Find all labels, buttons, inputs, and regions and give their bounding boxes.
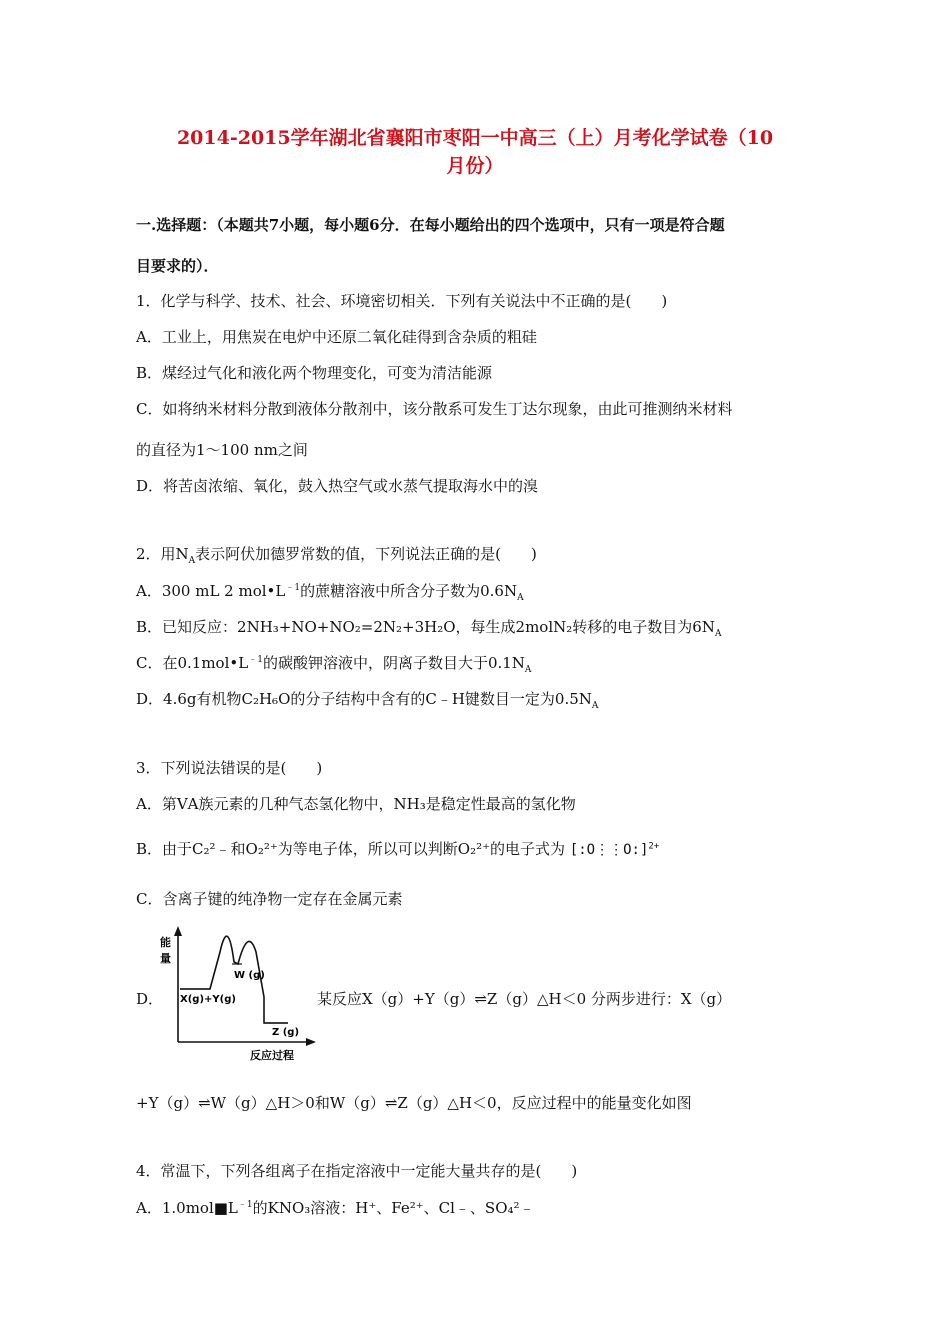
q3-option-d-text: 某反应X（g）+Y（g）⇌Z（g）△H＜0 分两步进行：X（g）: [317, 990, 732, 1008]
q2-stem-pre: 2．用N: [136, 545, 189, 563]
q2-option-c: [136, 652, 826, 673]
energy-diagram-svg: [158, 922, 318, 1062]
q3-option-d-cont: +Y（g）⇌W（g）△H＞0和W（g）⇌Z（g）△H＜0，反应过程中的能量变化如图: [136, 1094, 692, 1112]
q2-stem-post: 表示阿伏加德罗常数的值，下列说法正确的是( ): [195, 545, 537, 563]
q2-c-mid: 的碳酸钾溶液中，阴离子数目大于0.1N: [262, 654, 525, 672]
q2-a-sub: A: [517, 593, 524, 603]
q4-a-rest: 的KNO₃溶液：H⁺、Fe²⁺、Cl﹣、SO₄²﹣: [252, 1199, 535, 1217]
q1-option-c-line1: C．如将纳米材料分散到液体分散剂中，该分散系可发生丁达尔现象，由此可推测纳米材料: [136, 400, 733, 418]
q2-b-sub: A: [714, 629, 722, 639]
y-label-2: 量: [160, 952, 171, 965]
y-label-1: 能: [160, 936, 171, 949]
label-w: W (g): [234, 970, 265, 981]
q2-c-sub: A: [524, 665, 532, 675]
q1-stem: 1．化学与科学、技术、社会、环境密切相关．下列有关说法中不正确的是( ): [136, 292, 668, 310]
q3-stem: 3．下列说法错误的是( ): [136, 759, 323, 777]
q1-option-c-line2: 的直径为1～100 nm之间: [136, 441, 308, 459]
section-heading-line1: 一.选择题：（本题共7小题，每小题6分．在每小题给出的四个选项中，只有一项是符合题: [136, 216, 725, 234]
q1-option-a: A．工业上，用焦炭在电炉中还原二氧化硅得到含杂质的粗硅: [136, 328, 537, 346]
electron-formula: [:O⋮⋮O:]: [569, 842, 649, 858]
q2-d-sub: A: [591, 701, 599, 711]
q2-c-sup: ﹣1: [248, 655, 263, 665]
q1-option-d: D．将苦卤浓缩、氧化，鼓入热空气或水蒸气提取海水中的溴: [136, 477, 539, 495]
energy-diagram: [158, 922, 318, 1062]
label-z: Z (g): [272, 1027, 300, 1038]
x-axis-arrow: [306, 1038, 316, 1046]
q2-b-text: B．已知反应：2NH₃+NO+NO₂=2N₂+3H₂O，每生成2molN₂转移的电子数目为6N: [136, 618, 715, 636]
q2-a-mid: 的蔗糖溶液中所含分子数为0.6N: [300, 582, 518, 600]
q3-option-d-label: D．: [136, 990, 164, 1008]
q4-option-a: [136, 1197, 826, 1218]
q2-a-pre: A．300 mL 2 mol•L: [136, 582, 286, 600]
y-axis-arrow: [174, 926, 182, 936]
q2-option-a: [136, 580, 826, 601]
q2-d-text: D．4.6g有机物C₂H₆O的分子结构中含有的C﹣H键数目一定为0.5N: [136, 690, 592, 708]
q2-stem-sub: A: [188, 556, 196, 566]
x-label: 反应过程: [250, 1049, 294, 1062]
q3-b-text: B．由于C₂²﹣和O₂²⁺为等电子体，所以可以判断O₂²⁺的电子式为: [136, 840, 566, 858]
q2-stem: [136, 543, 826, 564]
q2-option-b: [136, 616, 826, 637]
electron-formula-charge: 2+: [648, 841, 660, 852]
q1-option-b: B．煤经过气化和液化两个物理变化，可变为清洁能源: [136, 364, 493, 382]
q2-option-d: [136, 688, 826, 709]
doc-title-line1: 2014-2015学年湖北省襄阳市枣阳一中高三（上）月考化学试卷（10: [176, 127, 774, 149]
q3-option-a: A．第ⅤA族元素的几种气态氢化物中，NH₃是稳定性最高的氢化物: [136, 795, 576, 813]
q2-a-sup: ﹣1: [285, 583, 301, 593]
section-heading-line2: 目要求的）．: [136, 257, 219, 275]
doc-title-line2: 月份）: [446, 155, 504, 177]
electron-formula-image: [570, 842, 659, 858]
q3-option-c: C．含离子键的纯净物一定存在金属元素: [136, 890, 403, 908]
label-xy: X(g)+Y(g): [180, 994, 236, 1005]
q4-a-text: A．1.0mol■L: [136, 1199, 238, 1217]
q3-option-b: [136, 838, 826, 859]
q2-c-pre: C．在0.1mol•L: [136, 654, 249, 672]
q4-stem: 4．常温下，下列各组离子在指定溶液中一定能大量共存的是( ): [136, 1162, 578, 1180]
q4-a-sup: ﹣1: [237, 1200, 253, 1210]
